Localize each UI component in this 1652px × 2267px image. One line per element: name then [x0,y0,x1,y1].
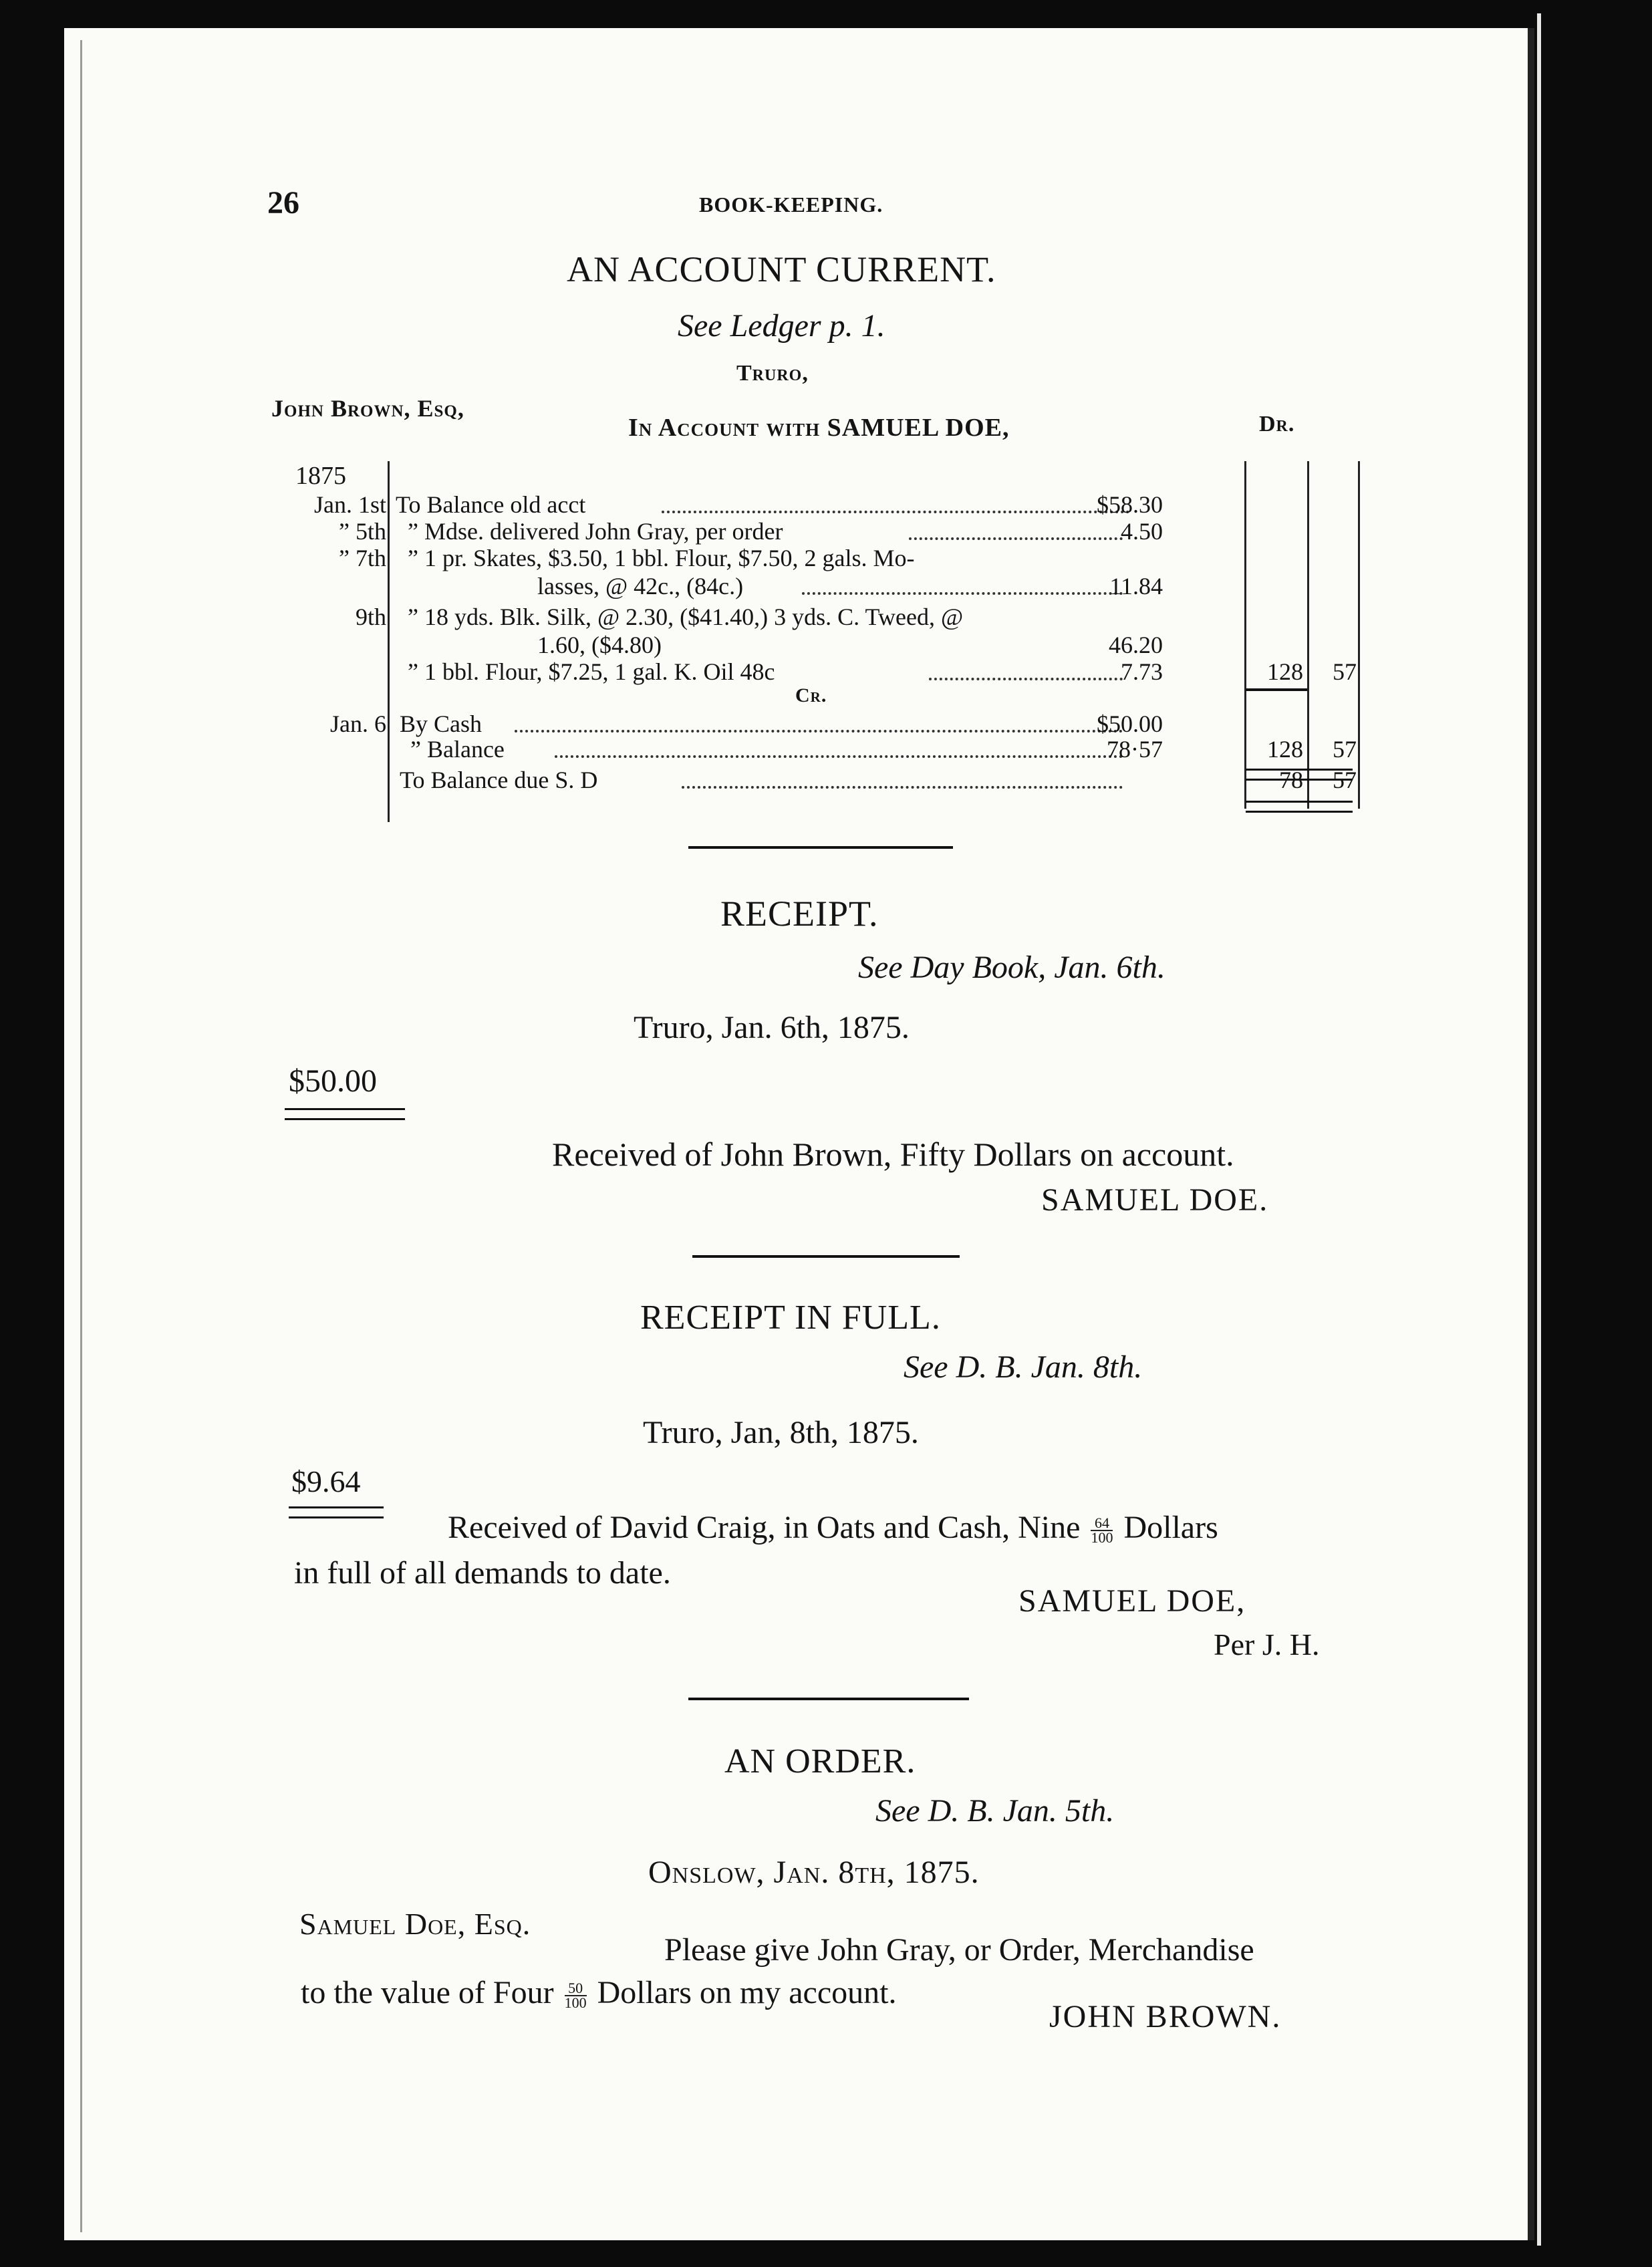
account-table [267,461,1363,835]
fraction-numerator: 50 [565,1982,587,1996]
receipt-full-body-line2: in full of all demands to date. [294,1555,671,1591]
row-total-dollars: 78 [1279,767,1303,793]
order-place-date: Onslow, Jan. 8th, 1875. [648,1855,980,1890]
account-cr: Cr. [795,684,827,706]
section-divider [692,1255,960,1258]
row-date: ” 5th [339,518,386,545]
account-ref: See Ledger p. 1. [678,308,885,344]
row-date: Jan. 1st [314,491,386,518]
row-description: To Balance due S. D [400,767,598,793]
row-description: ” Balance [410,736,505,763]
account-with: In Account with SAMUEL DOE, [628,414,1010,442]
account-dr: Dr. [1259,412,1295,436]
ledger-row [267,603,1363,632]
account-debtor: John Brown, Esq, [271,395,464,422]
receipt-full-place-date: Truro, Jan, 8th, 1875. [643,1415,919,1450]
order-ref: See D. B. Jan. 5th. [875,1793,1115,1829]
order-body-line2 [301,1974,896,2011]
ledger-row [267,766,1363,795]
row-description: ” Mdse. delivered John Gray, per order [408,518,783,545]
body-text: Dollars [1123,1510,1218,1545]
receipt-full-amount: $9.64 [291,1464,361,1498]
page-gutter [1537,13,1541,2246]
order-body-line1: Please give John Gray, or Order, Merchandise [664,1932,1254,1968]
ledger-row [267,735,1363,765]
leader-dots [515,730,1123,732]
row-total-cents: 57 [1333,658,1357,685]
row-amount: 11.84 [1109,573,1163,599]
receipt-full-title: RECEIPT IN FULL. [640,1299,941,1337]
leader-dots [929,678,1123,680]
leader-dots [555,755,1123,758]
row-amount: 46.20 [1109,632,1163,658]
leader-dots [662,511,1129,513]
row-description: ” 1 bbl. Flour, $7.25, 1 gal. K. Oil 48c [408,658,775,685]
row-total-dollars: 128 [1267,658,1303,685]
row-total-cents: 57 [1333,736,1357,763]
row-date: Jan. 6 [330,710,386,737]
amount-double-rule [289,1506,384,1518]
body-text: Dollars on my account. [597,1975,897,2010]
book-page [64,28,1534,2240]
body-text: to the value of Four [301,1975,554,2010]
page-edge-line [80,40,82,2232]
double-rule [1246,801,1353,813]
order-title: AN ORDER. [724,1742,916,1780]
leader-dots [682,786,1123,789]
receipt-full-body-line1 [448,1509,1218,1546]
row-description: ” 18 yds. Blk. Silk, @ 2.30, ($41.40,) 3 yds. C. Tweed, @ [408,604,964,630]
row-amount: $50.00 [1097,710,1163,737]
fraction-denominator: 100 [1091,1528,1113,1546]
receipt-ref: See Day Book, Jan. 6th. [858,950,1165,985]
leader-dots [802,592,1123,595]
row-total-cents: 57 [1333,767,1357,793]
ledger-row [267,491,1363,520]
fraction-numerator: 64 [1091,1516,1113,1531]
body-text: Received of David Craig, in Oats and Cash, Nine [448,1510,1081,1545]
ledger-row [267,631,1363,660]
ledger-row [267,658,1363,687]
receipt-signature: SAMUEL DOE. [1041,1182,1269,1218]
row-amount: 7.73 [1121,658,1163,685]
row-description: By Cash [400,710,483,737]
order-addressee: Samuel Doe, Esq. [299,1907,531,1941]
row-description: 1.60, ($4.80) [537,632,662,658]
amount-double-rule [285,1108,405,1120]
fraction-denominator: 100 [564,1994,587,2011]
account-year: 1875 [295,462,346,490]
order-signature: JOHN BROWN. [1049,1999,1282,2034]
row-description: lasses, @ 42c., (84c.) [537,573,744,599]
fraction [1091,1516,1113,1545]
account-title: AN ACCOUNT CURRENT. [567,249,996,289]
row-description: ” 1 pr. Skates, $3.50, 1 bbl. Flour, $7.50, 2 gals. Mo- [408,545,915,571]
row-amount: 78·57 [1107,736,1163,763]
account-place: Truro, [736,361,809,386]
receipt-place-date: Truro, Jan. 6th, 1875. [634,1010,910,1045]
running-head: BOOK-KEEPING. [699,192,883,217]
subtotal-rule [1246,688,1307,691]
receipt-full-signature: SAMUEL DOE, [1018,1583,1246,1619]
receipt-full-per: Per J. H. [1214,1627,1320,1661]
section-divider [688,1698,969,1700]
receipt-amount: $50.00 [289,1063,377,1099]
row-amount: $58.30 [1097,491,1163,518]
receipt-body: Received of John Brown, Fifty Dollars on account. [552,1136,1234,1173]
page-number: 26 [267,185,299,221]
section-divider [688,846,953,849]
ledger-row [267,517,1363,547]
ledger-row [267,572,1363,602]
ledger-row [267,544,1363,573]
receipt-title: RECEIPT. [720,894,879,934]
fraction [564,1979,587,2011]
row-total-dollars: 128 [1267,736,1303,763]
row-date: 9th [355,604,386,630]
receipt-full-ref: See D. B. Jan. 8th. [904,1349,1143,1385]
leader-dots [909,537,1123,540]
row-description: To Balance old acct [396,491,586,518]
row-amount: 4.50 [1121,518,1163,545]
row-date: ” 7th [339,545,386,571]
